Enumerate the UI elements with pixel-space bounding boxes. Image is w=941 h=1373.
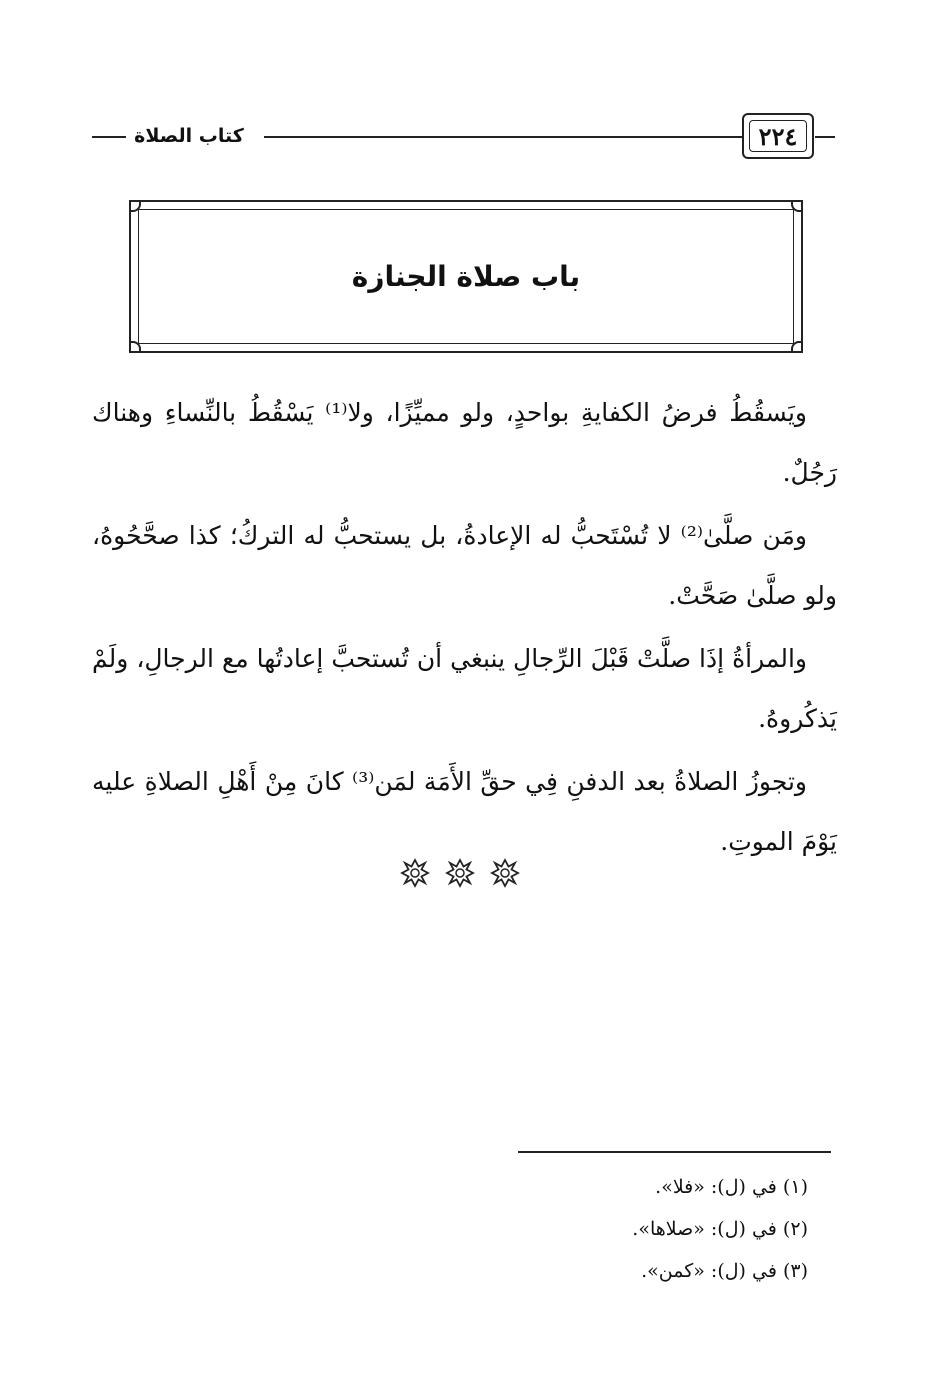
footnote-rule — [518, 1151, 831, 1153]
page-number-frame — [742, 113, 814, 159]
header-rule-left — [92, 136, 126, 138]
eight-point-star-icon — [400, 858, 430, 888]
body-text — [92, 383, 837, 875]
footnote-3: (٣) في (ل): «كمن». — [641, 1260, 808, 1282]
paragraph-3: والمرأةُ إذَا صلَّتْ قَبْلَ الرِّجالِ ينبغي أن تُستحبَّ إعادتُها مع الرجالِ، ولَمْ يَذكُروهُ. — [92, 644, 837, 733]
section-divider — [400, 858, 520, 888]
footnote-2: (٢) في (ل): «صلاها». — [632, 1218, 808, 1240]
paragraph-4: وتجوزُ الصلاةُ بعد الدفنِ فِي حقِّ الأَمَة لمَن⁽³⁾ كانَ مِنْ أَهْلِ الصلاةِ عليه يَوْمَ الموتِ. — [92, 767, 837, 856]
chapter-title-frame — [129, 200, 803, 353]
footnotes — [632, 1166, 808, 1292]
chapter-title: باب صلاة الجنازة — [351, 260, 581, 293]
running-head: كتاب الصلاة — [134, 125, 244, 147]
eight-point-star-icon — [445, 858, 475, 888]
eight-point-star-icon — [490, 858, 520, 888]
paragraph-2: ومَن صلَّىٰ⁽²⁾ لا تُسْتَحبُّ له الإعادةُ، بل يستحبُّ له التركُ؛ كذا صحَّحُوهُ، ولو صلَّىٰ صَحَّتْ. — [92, 521, 837, 610]
footnote-1: (١) في (ل): «فلا». — [655, 1176, 808, 1198]
paragraph-1: ويَسقُطُ فرضُ الكفايةِ بواحدٍ، ولو مميِّزًا، ولا⁽¹⁾ يَسْقُطُ بالنِّساءِ وهناك رَجُلٌ. — [92, 398, 837, 487]
header-rule-middle — [264, 136, 742, 138]
chapter-title-inner-frame — [138, 209, 794, 344]
header-rule-right — [815, 136, 835, 138]
page-number: ٢٢٤ — [749, 120, 807, 152]
